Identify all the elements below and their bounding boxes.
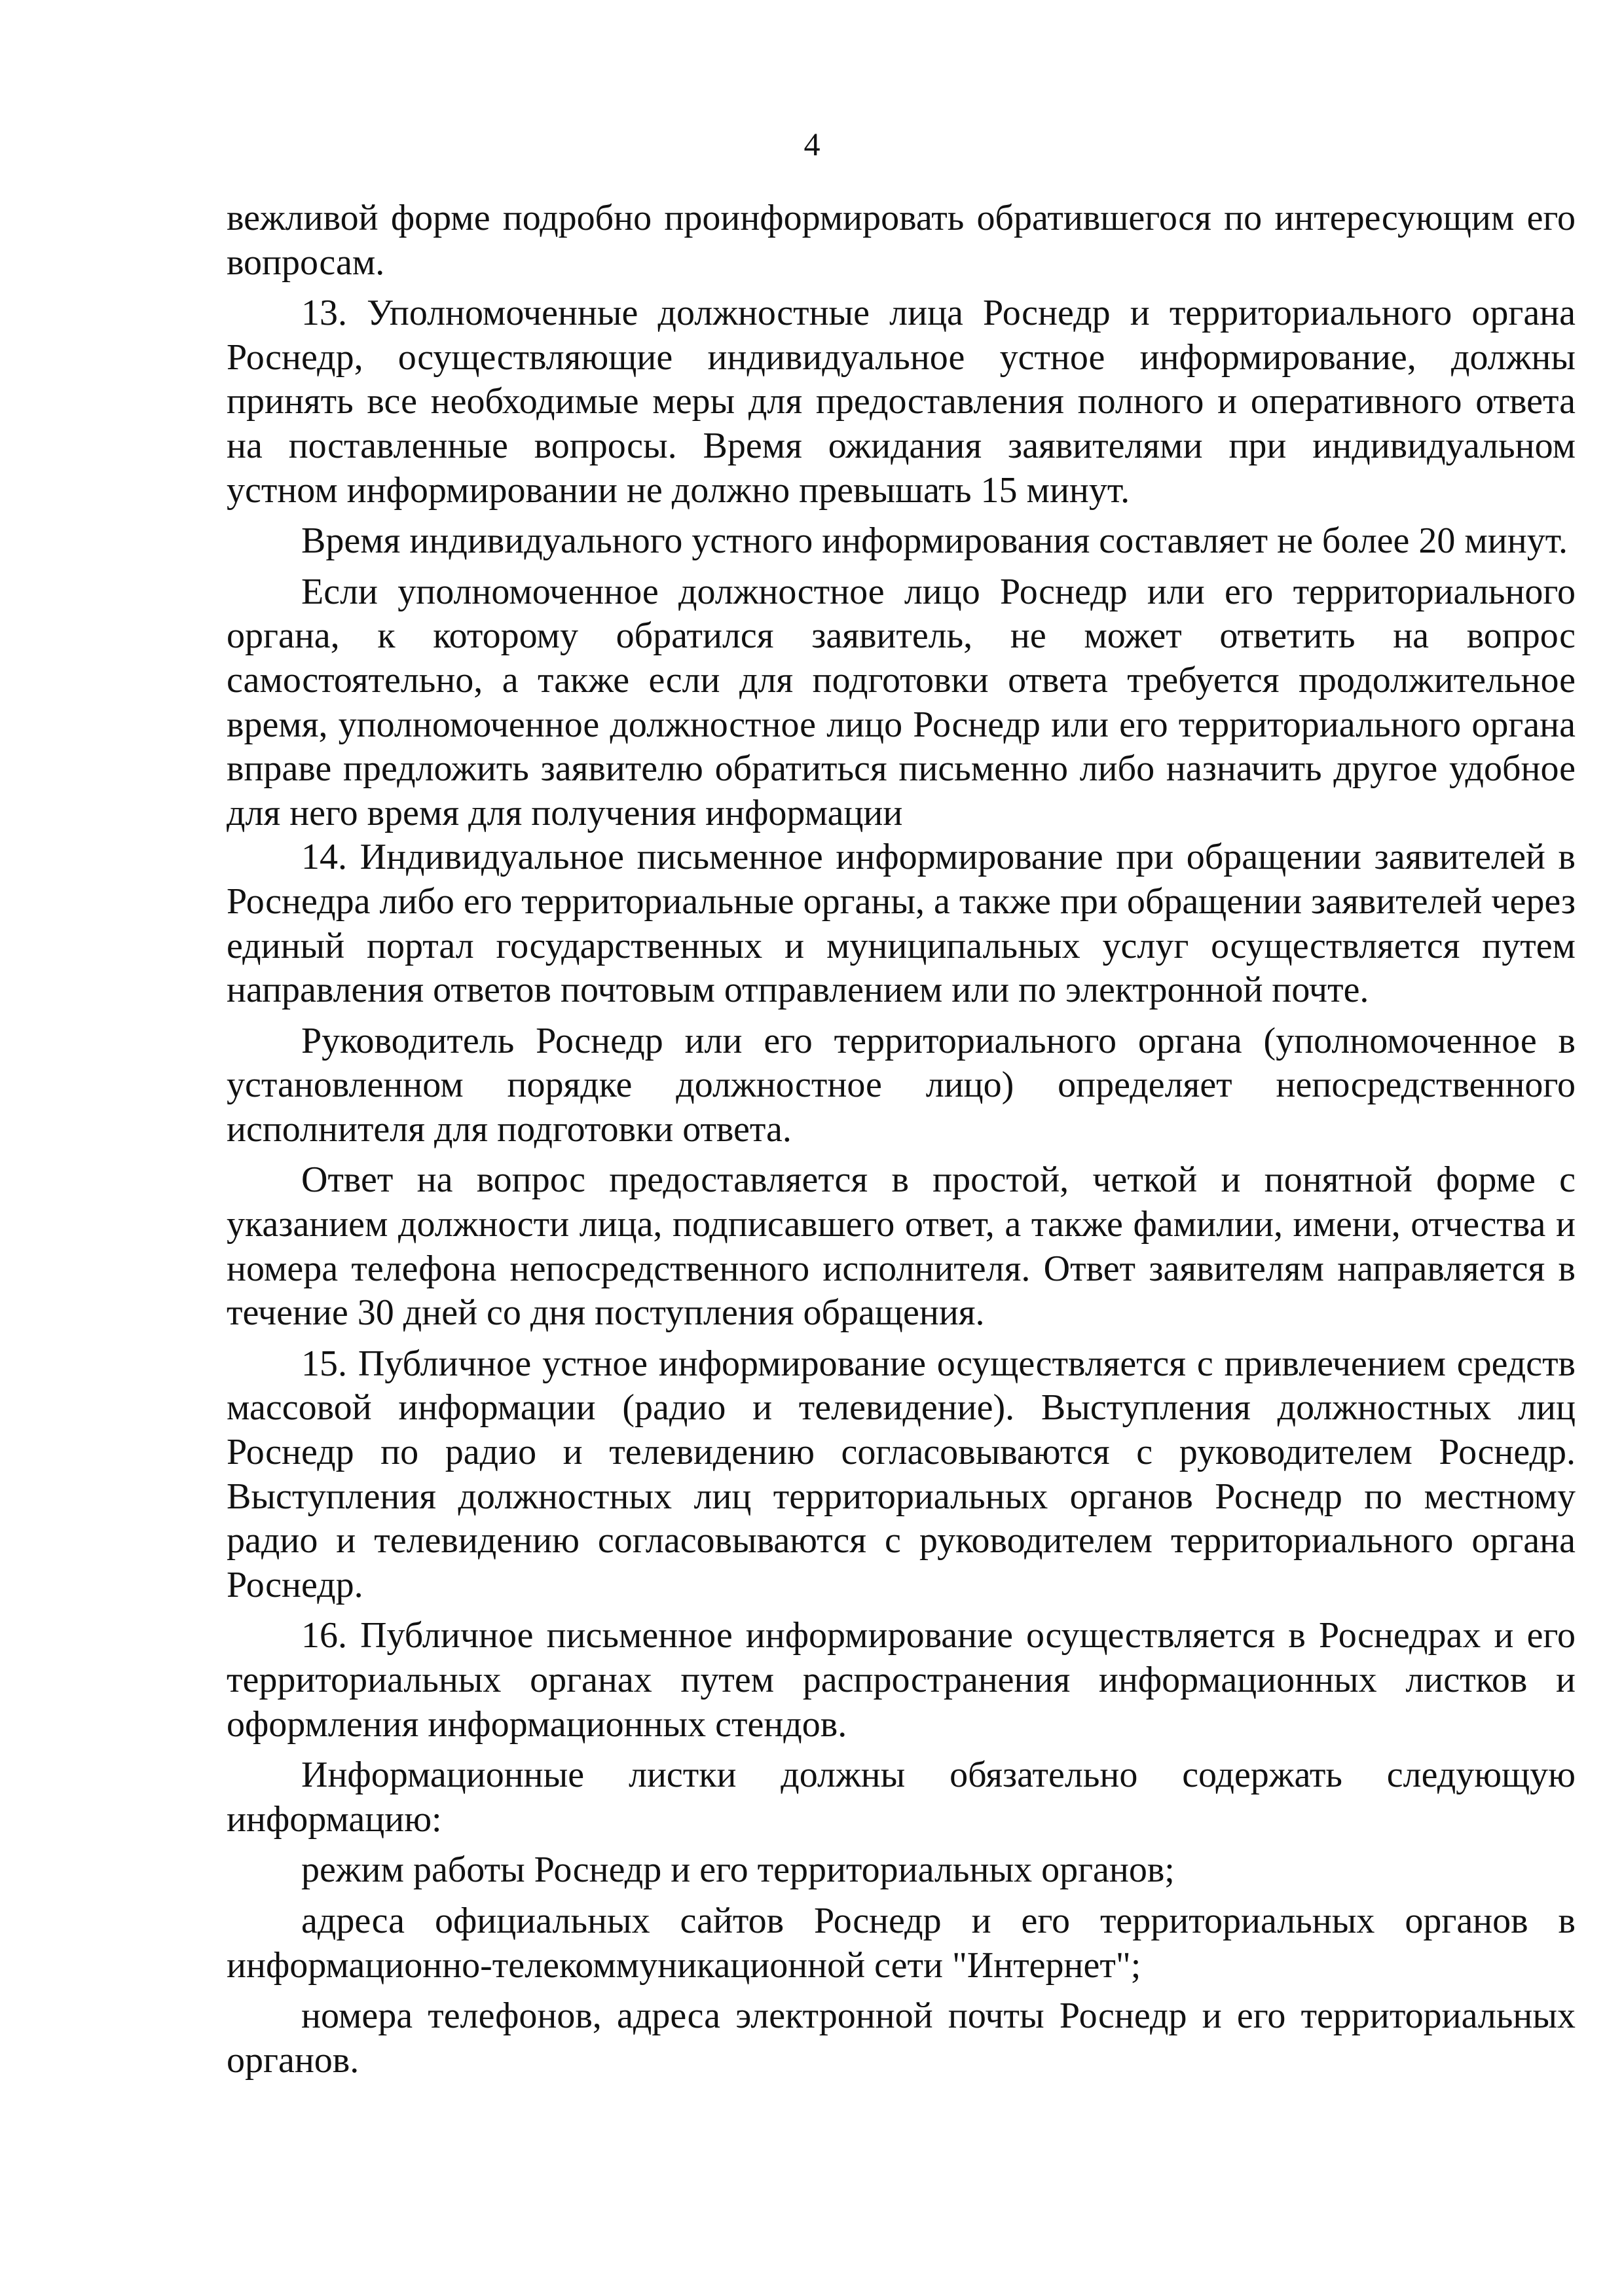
paragraph-15: 15. Публичное устное информирование осуществляется с привлечением средств массовой информации (радио и телевидение). Выступления должностных лиц Роснедр по радио и телевидению согласовываются с руководителем Роснедр. Выступления должностных лиц территориальных органов Роснедр по местному радио и телевидению согласовываются с руководителем территориального органа Роснедр. bbox=[227, 1343, 1576, 1605]
list-item-contacts: номера телефонов, адреса электронной почты Роснедр и его территориальных органов. bbox=[227, 1995, 1576, 2081]
document-body bbox=[227, 196, 1576, 2083]
list-item-websites: адреса официальных сайтов Роснедр и его территориальных органов в информационно-телекоммуникационной сети "Интернет"; bbox=[227, 1900, 1576, 1986]
paragraph-unable-to-answer: Если уполномоченное должностное лицо Роснедр или его территориального органа, к которому обратился заявитель, не может ответить на вопрос самостоятельно, а также если для подготовки ответа требуется продолжительное время, уполномоченное должностное лицо Роснедр или его территориального органа вправе предложить заявителю обратиться письменно либо назначить другое удобное для него время для получения информации bbox=[227, 571, 1576, 833]
paragraph-oral-duration: Время индивидуального устного информирования составляет не более 20 минут. bbox=[301, 520, 1568, 562]
paragraph-13: 13. Уполномоченные должностные лица Роснедр и территориального органа Роснедр, осуществляющие индивидуальное устное информирование, должны принять все необходимые меры для предоставления полного и оперативного ответа на поставленные вопросы. Время ожидания заявителями при индивидуальном устном информировании не должно превышать 15 минут. bbox=[227, 293, 1576, 511]
list-item-schedule: режим работы Роснедр и его территориальных органов; bbox=[301, 1850, 1175, 1891]
paragraph-16: 16. Публичное письменное информирование осуществляется в Роснедрах и его территориальных органах путем распространения информационных листков и оформления информационных стендов. bbox=[227, 1615, 1576, 1745]
page-number: 4 bbox=[803, 126, 821, 162]
paragraph-leaflets: Информационные листки должны обязательно содержать следующую информацию: bbox=[227, 1755, 1576, 1840]
paragraph-14: 14. Индивидуальное письменное информирование при обращении заявителей в Роснедра либо его территориальные органы, а также при обращении заявителей через единый портал государственных и муниципальных услуг осуществляется путем направления ответов почтовым отправлением или по электронной почте. bbox=[227, 837, 1576, 1011]
paragraph-continuation: вежливой форме подробно проинформировать обратившегося по интересующим его вопросам. bbox=[227, 198, 1576, 283]
paragraph-answer-form: Ответ на вопрос предоставляется в простой, четкой и понятной форме с указанием должности лица, подписавшего ответ, а также фамилии, имени, отчества и номера телефона непосредственного исполнителя. Ответ заявителям направляется в течение 30 дней со дня поступления обращения. bbox=[227, 1159, 1576, 1334]
paragraph-executor: Руководитель Роснедр или его территориального органа (уполномоченное в установленном порядке должностное лицо) определяет непосредственного исполнителя для подготовки ответа. bbox=[227, 1020, 1576, 1150]
